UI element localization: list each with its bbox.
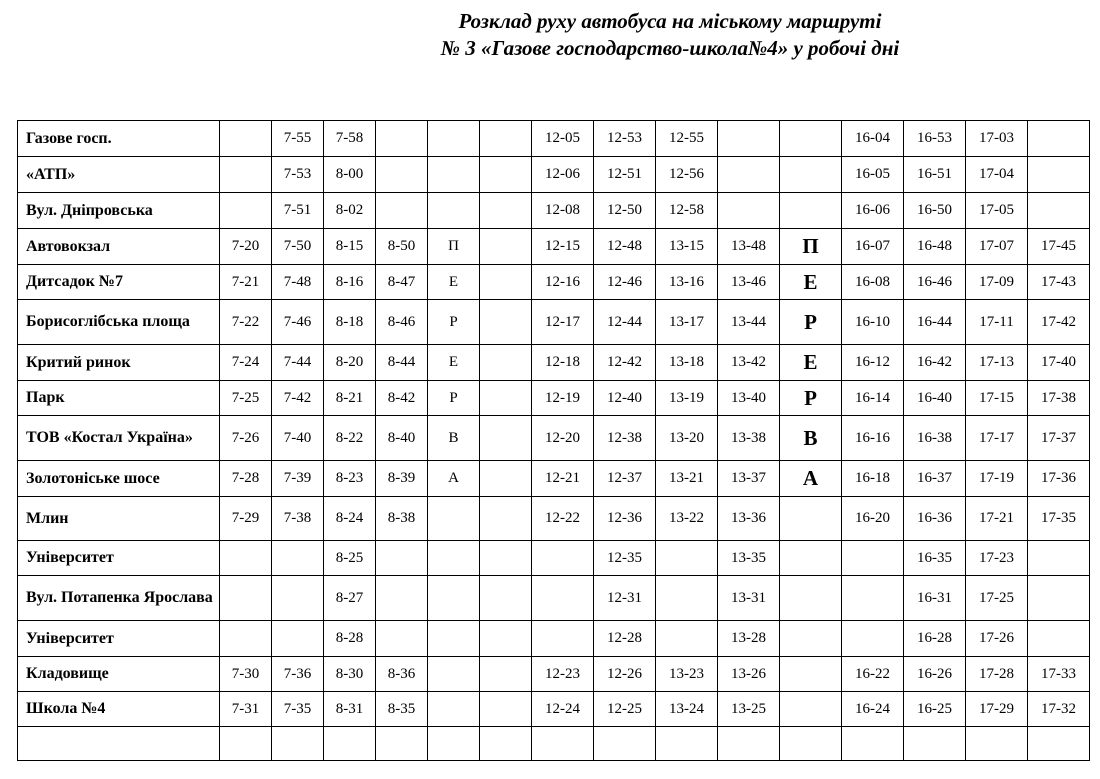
stop-name: Автовокзал <box>18 229 220 265</box>
time-cell <box>428 576 480 621</box>
time-cell: 12-18 <box>532 345 594 381</box>
time-cell <box>480 416 532 461</box>
time-cell: 12-16 <box>532 265 594 300</box>
stop-name: ТОВ «Костал Україна» <box>18 416 220 461</box>
time-cell <box>376 576 428 621</box>
time-cell: 7-30 <box>220 657 272 692</box>
table-row <box>18 657 1090 692</box>
time-cell: 13-44 <box>718 300 780 345</box>
time-cell: 12-42 <box>594 345 656 381</box>
time-cell <box>428 121 480 157</box>
time-cell: 12-44 <box>594 300 656 345</box>
time-cell: 17-37 <box>1028 416 1090 461</box>
time-cell: 17-23 <box>966 541 1028 576</box>
time-cell <box>532 576 594 621</box>
time-cell: 16-16 <box>842 416 904 461</box>
time-cell: 13-25 <box>718 692 780 727</box>
time-cell <box>376 541 428 576</box>
time-cell: 12-20 <box>532 416 594 461</box>
stop-name: Школа №4 <box>18 692 220 727</box>
stop-name: Газове госп. <box>18 121 220 157</box>
time-cell: 13-48 <box>718 229 780 265</box>
table-row <box>18 345 1090 381</box>
time-cell: 8-44 <box>376 345 428 381</box>
time-cell: 17-38 <box>1028 381 1090 416</box>
time-cell: 8-24 <box>324 497 376 541</box>
time-cell <box>842 621 904 657</box>
time-cell: 8-18 <box>324 300 376 345</box>
time-cell: Е <box>428 265 480 300</box>
time-cell: 8-23 <box>324 461 376 497</box>
time-cell: 16-14 <box>842 381 904 416</box>
schedule-title <box>0 8 1100 62</box>
time-cell <box>480 229 532 265</box>
time-cell <box>656 621 718 657</box>
time-cell: 17-04 <box>966 157 1028 193</box>
time-cell: 12-38 <box>594 416 656 461</box>
time-cell: 16-20 <box>842 497 904 541</box>
time-cell: 16-05 <box>842 157 904 193</box>
time-cell <box>428 727 480 761</box>
time-cell: 17-03 <box>966 121 1028 157</box>
time-cell: 12-08 <box>532 193 594 229</box>
time-cell: 17-21 <box>966 497 1028 541</box>
time-cell <box>718 121 780 157</box>
time-cell: 17-15 <box>966 381 1028 416</box>
stop-name: Золотоніське шосе <box>18 461 220 497</box>
time-cell <box>480 157 532 193</box>
table-row <box>18 621 1090 657</box>
time-cell <box>376 727 428 761</box>
time-cell: 17-33 <box>1028 657 1090 692</box>
time-cell: 7-21 <box>220 265 272 300</box>
time-cell: 16-40 <box>904 381 966 416</box>
table-row <box>18 576 1090 621</box>
time-cell: 16-36 <box>904 497 966 541</box>
time-cell <box>780 193 842 229</box>
time-cell: 7-25 <box>220 381 272 416</box>
time-cell: 7-48 <box>272 265 324 300</box>
table-row <box>18 381 1090 416</box>
time-cell: 7-39 <box>272 461 324 497</box>
time-cell: 16-28 <box>904 621 966 657</box>
time-cell: А <box>780 461 842 497</box>
table-row <box>18 692 1090 727</box>
time-cell: Е <box>780 345 842 381</box>
time-cell: 7-22 <box>220 300 272 345</box>
time-cell: 7-55 <box>272 121 324 157</box>
time-cell <box>480 265 532 300</box>
time-cell: 8-30 <box>324 657 376 692</box>
time-cell: 12-05 <box>532 121 594 157</box>
time-cell <box>272 576 324 621</box>
time-cell <box>480 727 532 761</box>
time-cell <box>324 727 376 761</box>
time-cell: 12-22 <box>532 497 594 541</box>
time-cell: 17-32 <box>1028 692 1090 727</box>
time-cell: 17-11 <box>966 300 1028 345</box>
time-cell: 17-05 <box>966 193 1028 229</box>
time-cell <box>220 157 272 193</box>
time-cell <box>428 541 480 576</box>
time-cell: 12-24 <box>532 692 594 727</box>
time-cell <box>780 121 842 157</box>
time-cell: 12-15 <box>532 229 594 265</box>
time-cell <box>220 727 272 761</box>
table-row <box>18 727 1090 761</box>
time-cell: В <box>428 416 480 461</box>
time-cell <box>842 576 904 621</box>
time-cell: 8-47 <box>376 265 428 300</box>
time-cell: 16-25 <box>904 692 966 727</box>
time-cell <box>532 541 594 576</box>
time-cell: 12-37 <box>594 461 656 497</box>
table-row <box>18 121 1090 157</box>
time-cell <box>272 727 324 761</box>
time-cell: 16-37 <box>904 461 966 497</box>
time-cell <box>780 621 842 657</box>
time-cell <box>428 157 480 193</box>
time-cell: 16-50 <box>904 193 966 229</box>
time-cell <box>376 621 428 657</box>
stop-name: Вул. Дніпровська <box>18 193 220 229</box>
time-cell: 12-55 <box>656 121 718 157</box>
time-cell <box>966 727 1028 761</box>
time-cell: 13-42 <box>718 345 780 381</box>
time-cell: 7-51 <box>272 193 324 229</box>
time-cell: 7-28 <box>220 461 272 497</box>
time-cell: 7-20 <box>220 229 272 265</box>
stop-name: Млин <box>18 497 220 541</box>
time-cell <box>220 193 272 229</box>
time-cell: 17-42 <box>1028 300 1090 345</box>
time-cell <box>656 576 718 621</box>
time-cell: 13-35 <box>718 541 780 576</box>
time-cell: 8-00 <box>324 157 376 193</box>
time-cell <box>480 692 532 727</box>
stop-name: Дитсадок №7 <box>18 265 220 300</box>
time-cell: 13-20 <box>656 416 718 461</box>
time-cell: В <box>780 416 842 461</box>
time-cell: 16-48 <box>904 229 966 265</box>
time-cell: 17-43 <box>1028 265 1090 300</box>
time-cell: 16-46 <box>904 265 966 300</box>
time-cell: Е <box>780 265 842 300</box>
time-cell: 12-53 <box>594 121 656 157</box>
time-cell: 13-38 <box>718 416 780 461</box>
time-cell <box>656 727 718 761</box>
time-cell <box>480 121 532 157</box>
time-cell: 16-24 <box>842 692 904 727</box>
time-cell: Р <box>780 381 842 416</box>
time-cell: 8-31 <box>324 692 376 727</box>
time-cell: 8-20 <box>324 345 376 381</box>
time-cell: 7-35 <box>272 692 324 727</box>
time-cell: 12-21 <box>532 461 594 497</box>
time-cell: 17-13 <box>966 345 1028 381</box>
time-cell: 12-35 <box>594 541 656 576</box>
time-cell: 12-28 <box>594 621 656 657</box>
time-cell: 13-23 <box>656 657 718 692</box>
time-cell <box>428 621 480 657</box>
time-cell <box>428 692 480 727</box>
time-cell: 8-15 <box>324 229 376 265</box>
time-cell: Р <box>428 381 480 416</box>
time-cell: 16-26 <box>904 657 966 692</box>
time-cell: Р <box>780 300 842 345</box>
time-cell: 12-48 <box>594 229 656 265</box>
time-cell: 17-19 <box>966 461 1028 497</box>
time-cell: 7-40 <box>272 416 324 461</box>
time-cell <box>272 621 324 657</box>
time-cell: 8-28 <box>324 621 376 657</box>
time-cell: 17-17 <box>966 416 1028 461</box>
time-cell <box>1028 157 1090 193</box>
time-cell <box>780 497 842 541</box>
time-cell: 7-31 <box>220 692 272 727</box>
time-cell: 16-22 <box>842 657 904 692</box>
time-cell: 17-29 <box>966 692 1028 727</box>
time-cell: 7-53 <box>272 157 324 193</box>
time-cell: 8-16 <box>324 265 376 300</box>
time-cell: 13-19 <box>656 381 718 416</box>
time-cell: 12-46 <box>594 265 656 300</box>
time-cell <box>1028 621 1090 657</box>
time-cell: П <box>428 229 480 265</box>
time-cell: 17-28 <box>966 657 1028 692</box>
time-cell: 12-58 <box>656 193 718 229</box>
time-cell <box>718 193 780 229</box>
time-cell: 13-31 <box>718 576 780 621</box>
title-line-1: Розклад руху автобуса на міському маршруті <box>458 9 882 33</box>
time-cell: 16-12 <box>842 345 904 381</box>
time-cell: 8-50 <box>376 229 428 265</box>
time-cell: 12-23 <box>532 657 594 692</box>
time-cell <box>428 193 480 229</box>
time-cell: А <box>428 461 480 497</box>
time-cell: 12-51 <box>594 157 656 193</box>
time-cell <box>480 381 532 416</box>
time-cell: 8-22 <box>324 416 376 461</box>
time-cell: 16-06 <box>842 193 904 229</box>
stop-name: Вул. Потапенка Ярослава <box>18 576 220 621</box>
stop-name: «АТП» <box>18 157 220 193</box>
time-cell: 7-42 <box>272 381 324 416</box>
time-cell: 7-36 <box>272 657 324 692</box>
time-cell <box>1028 727 1090 761</box>
time-cell <box>1028 193 1090 229</box>
time-cell: 12-56 <box>656 157 718 193</box>
time-cell <box>220 621 272 657</box>
time-cell: 12-31 <box>594 576 656 621</box>
time-cell: 7-58 <box>324 121 376 157</box>
table-row <box>18 541 1090 576</box>
time-cell <box>220 121 272 157</box>
time-cell <box>220 576 272 621</box>
time-cell: 16-44 <box>904 300 966 345</box>
time-cell: 13-21 <box>656 461 718 497</box>
stop-name: Університет <box>18 541 220 576</box>
time-cell: 7-26 <box>220 416 272 461</box>
time-cell <box>480 300 532 345</box>
time-cell <box>780 576 842 621</box>
time-cell: 16-07 <box>842 229 904 265</box>
time-cell: 12-36 <box>594 497 656 541</box>
time-cell <box>376 157 428 193</box>
stop-name: Борисоглібська площа <box>18 300 220 345</box>
time-cell: 13-28 <box>718 621 780 657</box>
table-row <box>18 497 1090 541</box>
time-cell: 8-40 <box>376 416 428 461</box>
time-cell: 13-16 <box>656 265 718 300</box>
stop-name: Університет <box>18 621 220 657</box>
table-row <box>18 461 1090 497</box>
time-cell: 8-35 <box>376 692 428 727</box>
time-cell: 13-15 <box>656 229 718 265</box>
time-cell: 8-42 <box>376 381 428 416</box>
time-cell: Е <box>428 345 480 381</box>
time-cell: 16-35 <box>904 541 966 576</box>
time-cell: П <box>780 229 842 265</box>
time-cell <box>780 541 842 576</box>
time-cell <box>1028 576 1090 621</box>
table-row <box>18 193 1090 229</box>
time-cell: 7-50 <box>272 229 324 265</box>
time-cell: 17-09 <box>966 265 1028 300</box>
table-row <box>18 300 1090 345</box>
time-cell: 13-26 <box>718 657 780 692</box>
time-cell <box>532 727 594 761</box>
time-cell <box>480 541 532 576</box>
time-cell: 13-18 <box>656 345 718 381</box>
time-cell: 13-46 <box>718 265 780 300</box>
time-cell <box>594 727 656 761</box>
time-cell: 8-25 <box>324 541 376 576</box>
title-line-2: № 3 «Газове господарство-школа№4» у робочі дні <box>440 36 900 60</box>
time-cell: 7-24 <box>220 345 272 381</box>
time-cell <box>480 461 532 497</box>
time-cell: 16-53 <box>904 121 966 157</box>
timetable <box>17 120 1090 761</box>
time-cell: 12-06 <box>532 157 594 193</box>
time-cell <box>904 727 966 761</box>
time-cell: 17-45 <box>1028 229 1090 265</box>
time-cell <box>842 727 904 761</box>
time-cell: 17-26 <box>966 621 1028 657</box>
time-cell: 17-07 <box>966 229 1028 265</box>
time-cell: 16-04 <box>842 121 904 157</box>
time-cell <box>842 541 904 576</box>
time-cell: 16-08 <box>842 265 904 300</box>
time-cell <box>1028 121 1090 157</box>
time-cell <box>376 193 428 229</box>
time-cell: 13-40 <box>718 381 780 416</box>
time-cell <box>376 121 428 157</box>
time-cell <box>480 576 532 621</box>
time-cell <box>1028 541 1090 576</box>
time-cell <box>780 157 842 193</box>
time-cell <box>780 657 842 692</box>
table-row <box>18 229 1090 265</box>
time-cell: 7-38 <box>272 497 324 541</box>
time-cell: 16-42 <box>904 345 966 381</box>
time-cell: 8-02 <box>324 193 376 229</box>
time-cell: 8-38 <box>376 497 428 541</box>
time-cell: 13-37 <box>718 461 780 497</box>
time-cell <box>428 497 480 541</box>
time-cell: 8-39 <box>376 461 428 497</box>
time-cell <box>480 193 532 229</box>
stop-name <box>18 727 220 761</box>
time-cell: 7-29 <box>220 497 272 541</box>
time-cell: 13-24 <box>656 692 718 727</box>
time-cell <box>656 541 718 576</box>
time-cell: 8-46 <box>376 300 428 345</box>
time-cell <box>480 497 532 541</box>
table-row <box>18 416 1090 461</box>
time-cell: 8-21 <box>324 381 376 416</box>
time-cell: 17-25 <box>966 576 1028 621</box>
stop-name: Парк <box>18 381 220 416</box>
time-cell: 17-40 <box>1028 345 1090 381</box>
time-cell: 12-40 <box>594 381 656 416</box>
time-cell: 8-36 <box>376 657 428 692</box>
time-cell <box>780 692 842 727</box>
time-cell: 16-10 <box>842 300 904 345</box>
table-row <box>18 265 1090 300</box>
time-cell: 7-46 <box>272 300 324 345</box>
time-cell: 12-25 <box>594 692 656 727</box>
time-cell <box>220 541 272 576</box>
time-cell: Р <box>428 300 480 345</box>
time-cell: 13-36 <box>718 497 780 541</box>
time-cell <box>272 541 324 576</box>
time-cell: 16-31 <box>904 576 966 621</box>
time-cell: 13-17 <box>656 300 718 345</box>
time-cell: 12-19 <box>532 381 594 416</box>
time-cell: 16-18 <box>842 461 904 497</box>
time-cell: 12-50 <box>594 193 656 229</box>
time-cell <box>480 621 532 657</box>
time-cell <box>480 657 532 692</box>
time-cell: 16-51 <box>904 157 966 193</box>
time-cell <box>428 657 480 692</box>
time-cell: 16-38 <box>904 416 966 461</box>
time-cell: 13-22 <box>656 497 718 541</box>
time-cell: 12-26 <box>594 657 656 692</box>
time-cell: 17-35 <box>1028 497 1090 541</box>
time-cell <box>718 157 780 193</box>
time-cell <box>480 345 532 381</box>
stop-name: Критий ринок <box>18 345 220 381</box>
time-cell <box>532 621 594 657</box>
time-cell <box>780 727 842 761</box>
stop-name: Кладовище <box>18 657 220 692</box>
time-cell: 17-36 <box>1028 461 1090 497</box>
time-cell: 8-27 <box>324 576 376 621</box>
time-cell: 7-44 <box>272 345 324 381</box>
time-cell <box>718 727 780 761</box>
table-row <box>18 157 1090 193</box>
time-cell: 12-17 <box>532 300 594 345</box>
